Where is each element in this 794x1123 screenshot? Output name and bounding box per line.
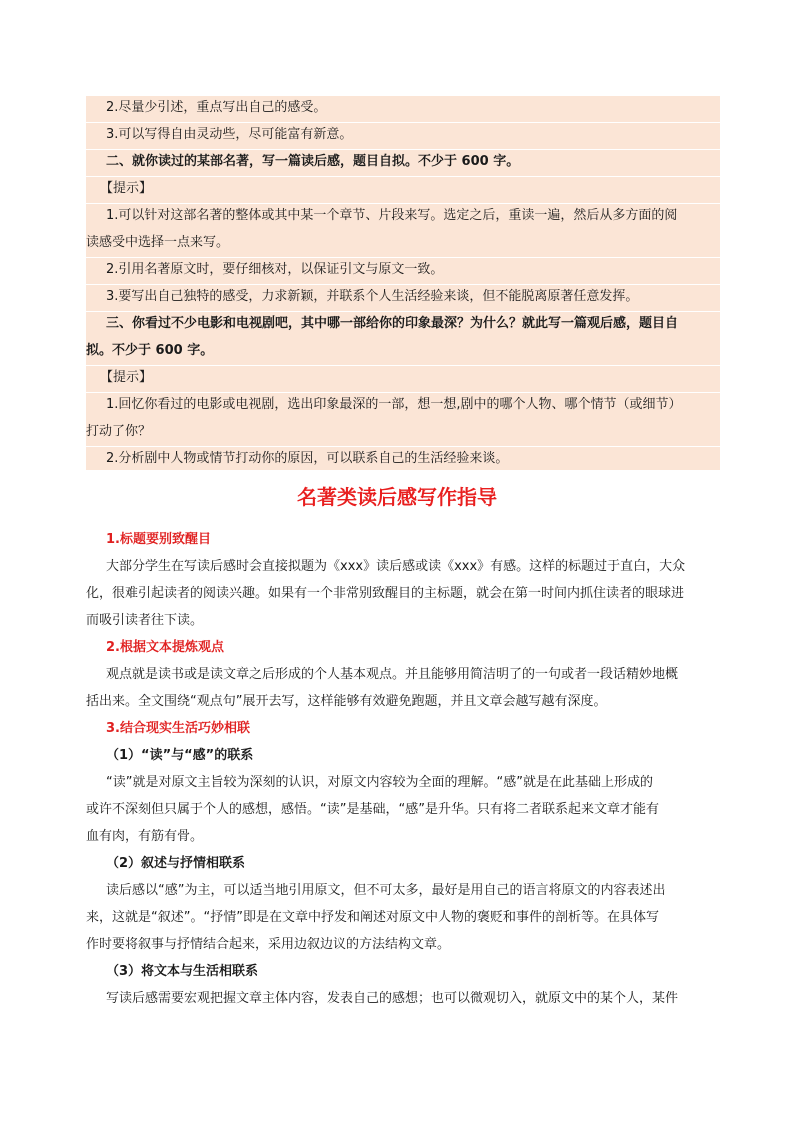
paragraph-line: 大部分学生在写读后感时会直接拟题为《xxx》读后感或读《xxx》有感。这样的标题过于直白，大众 [106, 559, 686, 574]
paragraph-line: 括出来。全文围绕“观点句”展开去写，这样能够有效避免跑题，并且文章会越写越有深度。 [86, 694, 607, 709]
tip-line: 1.回忆你看过的电影或电视剧，选出印象最深的一部，想一想,剧中的哪个人物、哪个情节（或细节） [106, 397, 682, 412]
paragraph-line: 或许不深刻但只属于个人的感想，感悟。“读”是基础，“感”是升华。只有将二者联系起来文章才能有 [86, 802, 659, 817]
tip-line: 1.可以针对这部名著的整体或其中某一个章节、片段来写。选定之后，重读一遍，然后从多方面的阅 [106, 208, 678, 223]
exercise-question: 三、你看过不少电影和电视剧吧，其中哪一部给你的印象最深？为什么？就此写一篇观后感，题目自 [106, 316, 679, 331]
paragraph-line: 写读后感需要宏观把握文章主体内容，发表自己的感想；也可以微观切入，就原文中的某个人，某件 [106, 991, 679, 1006]
section-title: 名著类读后感写作指导 [297, 485, 497, 509]
tip-line: 2.引用名著原文时，要仔细核对，以保证引文与原文一致。 [106, 262, 444, 277]
sub-subheading: （2）叙述与抒情相联系 [106, 856, 246, 871]
tip-line: 3.可以写得自由灵动些，尽可能富有新意。 [106, 127, 353, 142]
subheading: 2.根据文本提炼观点 [106, 640, 224, 655]
paragraph-line: 血有肉，有筋有骨。 [86, 829, 204, 844]
paragraph-line: 观点就是读书或是读文章之后形成的个人基本观点。并且能够用简洁明了的一句或者一段话精妙地概 [106, 667, 679, 682]
paragraph-line: “读”就是对原文主旨较为深刻的认识，对原文内容较为全面的理解。“感”就是在此基础上形成的 [106, 775, 653, 790]
tip-line: 打动了你？ [86, 424, 152, 439]
paragraph-line: 化，很难引起读者的阅读兴趣。如果有一个非常别致醒目的主标题，就会在第一时间内抓住读者的眼球进 [86, 586, 685, 601]
paragraph-line: 而吸引读者往下读。 [86, 613, 204, 628]
tip-line: 3.要写出自己独特的感受，力求新颖，并联系个人生活经验来谈，但不能脱离原著任意发挥。 [106, 289, 639, 304]
sub-subheading: （1）“读”与“感”的联系 [106, 748, 254, 763]
subheading: 3.结合现实生活巧妙相联 [106, 721, 250, 736]
tip-line: 2.分析剧中人物或情节打动你的原因，可以联系自己的生活经验来谈。 [106, 451, 509, 466]
tip-heading: 【提示】 [100, 370, 153, 385]
sub-subheading: （3）将文本与生活相联系 [106, 964, 259, 979]
paragraph-line: 来，这就是“叙述”。“抒情”即是在文章中抒发和阐述对原文中人物的褒贬和事件的剖析等。在具体写 [86, 910, 659, 925]
paragraph-line: 读后感以“感”为主，可以适当地引用原文，但不可太多，最好是用自己的语言将原文的内容表述出 [106, 883, 666, 898]
exercise-shaded-block [86, 96, 720, 470]
exercise-question: 二、就你读过的某部名著，写一篇读后感，题目自拟。不少于 600 字。 [106, 154, 520, 169]
subheading: 1.标题要别致醒目 [106, 532, 211, 547]
tip-line: 2.尽量少引述，重点写出自己的感受。 [106, 100, 327, 115]
tip-line: 读感受中选择一点来写。 [86, 235, 230, 250]
paragraph-line: 作时要将叙事与抒情结合起来，采用边叙边议的方法结构文章。 [86, 937, 451, 952]
exercise-question: 拟。不少于 600 字。 [86, 343, 214, 358]
tip-heading: 【提示】 [100, 181, 153, 196]
